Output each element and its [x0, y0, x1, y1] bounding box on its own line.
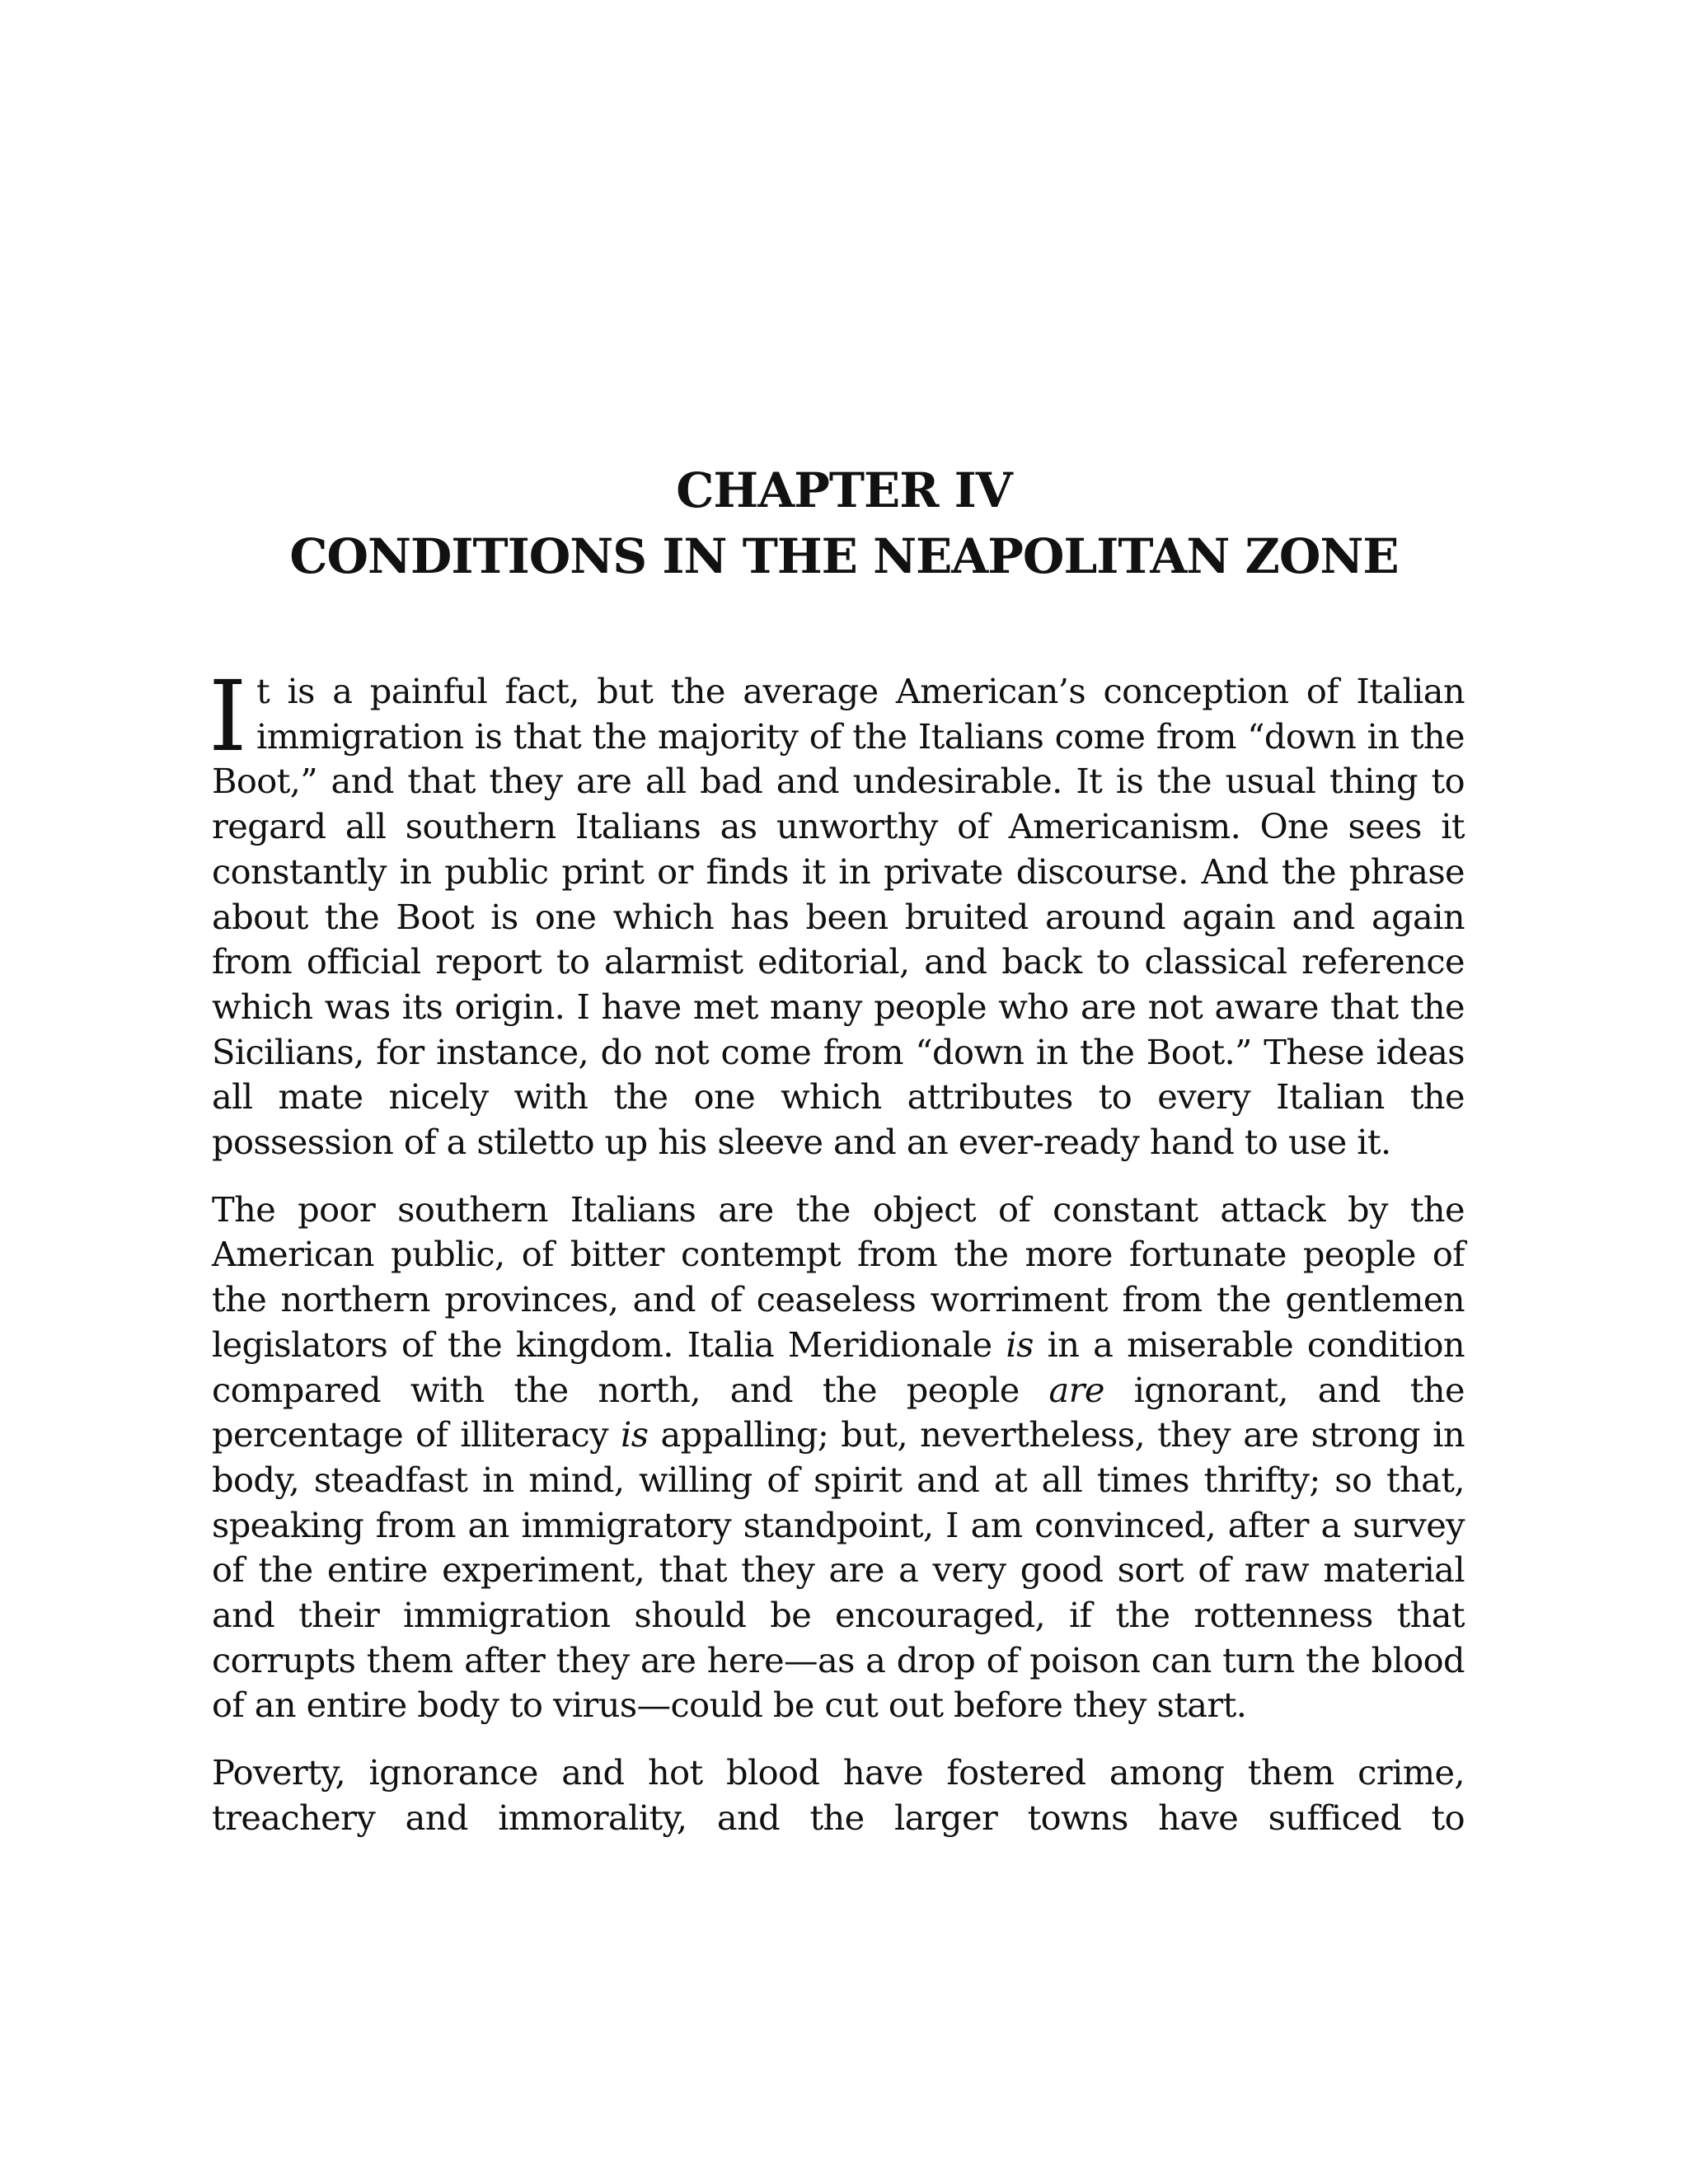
paragraph-1 — [209, 659, 1465, 1165]
paragraph-2-text-c: ignorant, and the percentage of illiteracy — [212, 1369, 1465, 1455]
emphasis-is-1: is — [1006, 1324, 1034, 1365]
paragraph-1-text: t is a painful fact, but the average American’s conception of Italian immigration is that the majority of the Italians come from “down in the Boot,” and that they are all bad and undesirable. It is the usual thing to regard all southern Italians as unworthy of Americanism. One sees it constantly in public print or finds it in private discourse. And the phrase about the Boot is one which has been bruited around again and again from official report to alarmist editorial, and back to classical reference which was its origin. I have met many people who are not aware that the Sicilians, for instance, do not come from “down in the Boot.” These ideas all mate nicely with the one which attributes to every Italian the possession of a stiletto up his sleeve and an ever-ready hand to use it. — [212, 671, 1465, 1163]
emphasis-are: are — [1048, 1369, 1104, 1410]
paragraph-3-text: Poverty, ignorance and hot blood have fostered among them crime, treachery and immorality, and the larger towns have sufficed to — [212, 1752, 1465, 1838]
paragraph-2-text-d: appalling; but, nevertheless, they are strong in body, steadfast in mind, willing of spirit and at all times thrifty; so that, speaking from an immigratory standpoint, I am convinced, after a survey of the entire experiment, that they are a very good sort of raw material and their immigration should be encouraged, if the rottenness that corrupts them after they are here—as a drop of poison can turn the blood of an entire body to virus—could be cut out before they start. — [212, 1414, 1465, 1726]
emphasis-is-2: is — [621, 1414, 649, 1455]
chapter-number: CHAPTER IV — [676, 462, 1012, 518]
chapter-title: CONDITIONS IN THE NEAPOLITAN ZONE — [289, 528, 1399, 584]
paragraph-2-text-a: The poor southern Italians are the object of constant attack by the American public, of bitter contempt from the more fortunate people of the northern provinces, and of ceaseless worriment from the gentlemen legislators of the kingdom. Italia Meridionale — [212, 1188, 1465, 1365]
paragraph-3 — [212, 1750, 1465, 1840]
chapter-heading — [0, 457, 1688, 589]
chapter-body — [209, 659, 1465, 1863]
paragraph-2-text-b: in a miserable condition compared with the north, and the people — [212, 1324, 1465, 1410]
drop-cap: I — [209, 659, 247, 773]
paragraph-2 — [212, 1188, 1465, 1728]
